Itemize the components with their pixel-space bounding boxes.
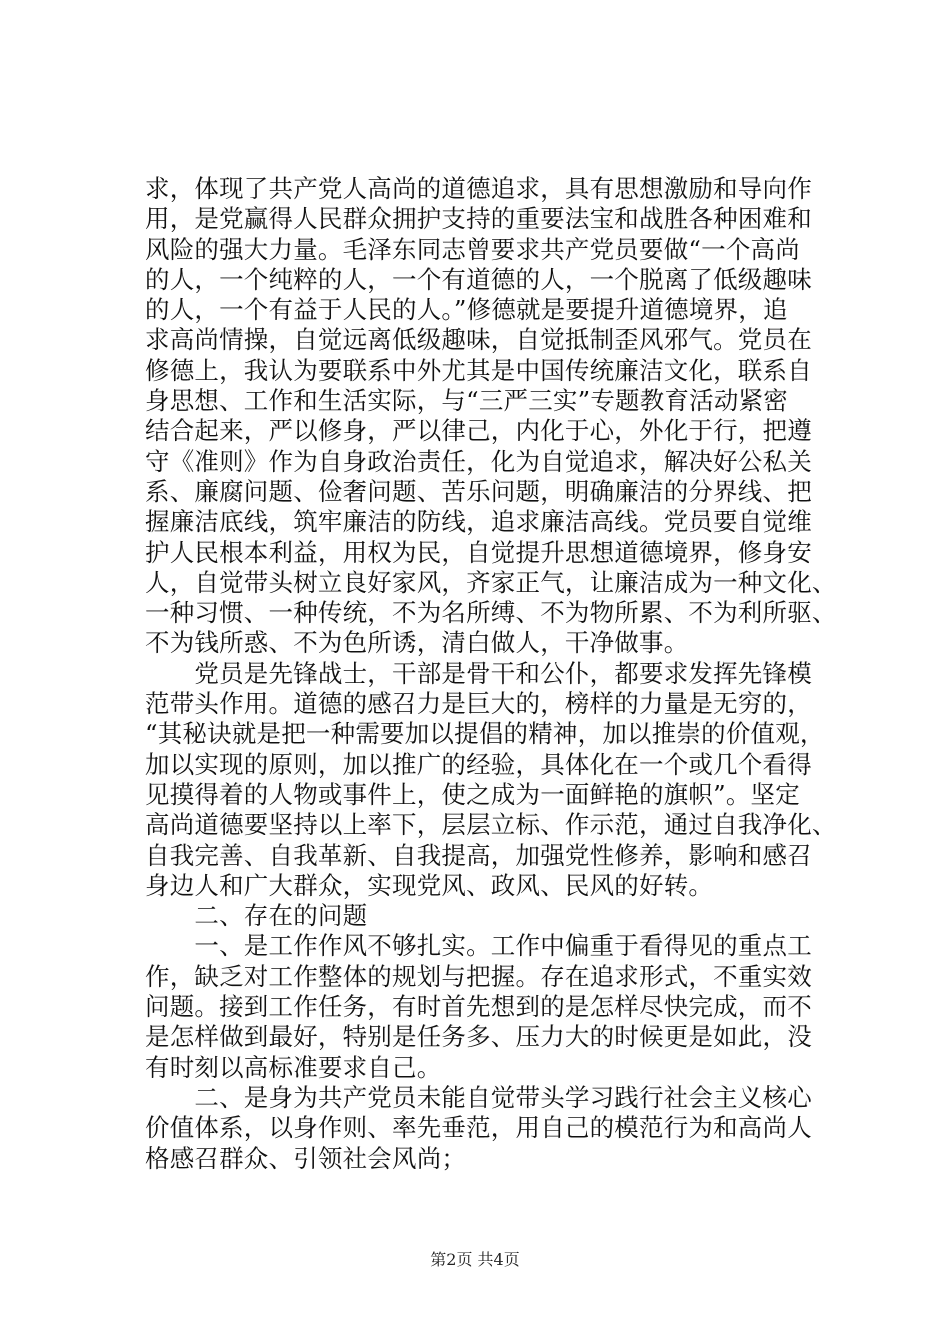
text-line: 二、存在的问题 xyxy=(145,901,368,931)
text-line: 风险的强大力量。毛泽东同志曾要求共产党员要做“一个高尚 xyxy=(145,234,800,264)
text-line: 身边人和广大群众，实现党风、政风、民风的好转。 xyxy=(145,870,714,900)
text-line: 作，缺乏对工作整体的规划与把握。存在追求形式，不重实效 xyxy=(145,961,812,991)
text-line: “其秘诀就是把一种需要加以提倡的精神，加以推崇的价值观， xyxy=(145,719,825,749)
text-line: 结合起来，严以修身，严以律己，内化于心，外化于行，把遵 xyxy=(145,416,812,446)
text-line: 是怎样做到最好，特别是任务多、压力大的时候更是如此，没 xyxy=(145,1022,812,1052)
text-line: 一、是工作作风不够扎实。工作中偏重于看得见的重点工 xyxy=(145,931,812,961)
text-line: 护人民根本利益，用权为民，自觉提升思想道德境界，修身安 xyxy=(145,537,812,567)
text-line: 二、是身为共产党员未能自觉带头学习践行社会主义核心 xyxy=(145,1082,812,1112)
text-line: 党员是先锋战士，干部是骨干和公仆，都要求发挥先锋模 xyxy=(145,658,812,688)
text-line: 身思想、工作和生活实际，与“三严三实”专题教育活动紧密 xyxy=(145,386,788,416)
text-line: 人，自觉带头树立良好家风，齐家正气，让廉洁成为一种文化、 xyxy=(145,567,837,597)
text-line: 不为钱所惑、不为色所诱，清白做人，干净做事。 xyxy=(145,628,689,658)
page-footer: 第2页 共4页 xyxy=(430,1250,520,1269)
text-line: 自我完善、自我革新、自我提高，加强党性修养，影响和感召 xyxy=(145,840,812,870)
text-line: 系、廉腐问题、俭奢问题、苦乐问题，明确廉洁的分界线、把 xyxy=(145,476,812,506)
text-line: 价值体系，以身作则、率先垂范，用自己的模范行为和高尚人 xyxy=(145,1113,812,1143)
text-line: 守《准则》作为自身政治责任，化为自觉追求，解决好公私关 xyxy=(145,446,812,476)
document-body xyxy=(145,174,835,1174)
text-line: 求，体现了共产党人高尚的道德追求，具有思想激励和导向作 xyxy=(145,174,812,203)
text-line: 范带头作用。道德的感召力是巨大的，榜样的力量是无穷的， xyxy=(145,689,812,719)
text-line: 用，是党赢得人民群众拥护支持的重要法宝和战胜各种困难和 xyxy=(145,204,812,234)
text-line: 的人，一个有益于人民的人。”修德就是要提升道德境界，追 xyxy=(145,295,788,325)
text-line: 问题。接到工作任务，有时首先想到的是怎样尽快完成，而不 xyxy=(145,992,812,1022)
text-line: 求高尚情操，自觉远离低级趣味，自觉抵制歪风邪气。党员在 xyxy=(145,325,812,355)
text-line: 高尚道德要坚持以上率下，层层立标、作示范，通过自我净化、 xyxy=(145,810,837,840)
text-line: 的人，一个纯粹的人，一个有道德的人，一个脱离了低级趣味 xyxy=(145,264,812,294)
text-line: 修德上，我认为要联系中外尤其是中国传统廉洁文化，联系自 xyxy=(145,355,812,385)
text-line: 加以实现的原则，加以推广的经验，具体化在一个或几个看得 xyxy=(145,749,812,779)
text-line: 一种习惯、一种传统，不为名所缚、不为物所累、不为利所驱、 xyxy=(145,598,837,628)
text-line: 握廉洁底线，筑牢廉洁的防线，追求廉洁高线。党员要自觉维 xyxy=(145,507,812,537)
text-line: 格感召群众、引领社会风尚； xyxy=(145,1143,467,1173)
text-line: 有时刻以高标准要求自己。 xyxy=(145,1052,442,1082)
text-line: 见摸得着的人物或事件上，使之成为一面鲜艳的旗帜”。坚定 xyxy=(145,779,800,809)
